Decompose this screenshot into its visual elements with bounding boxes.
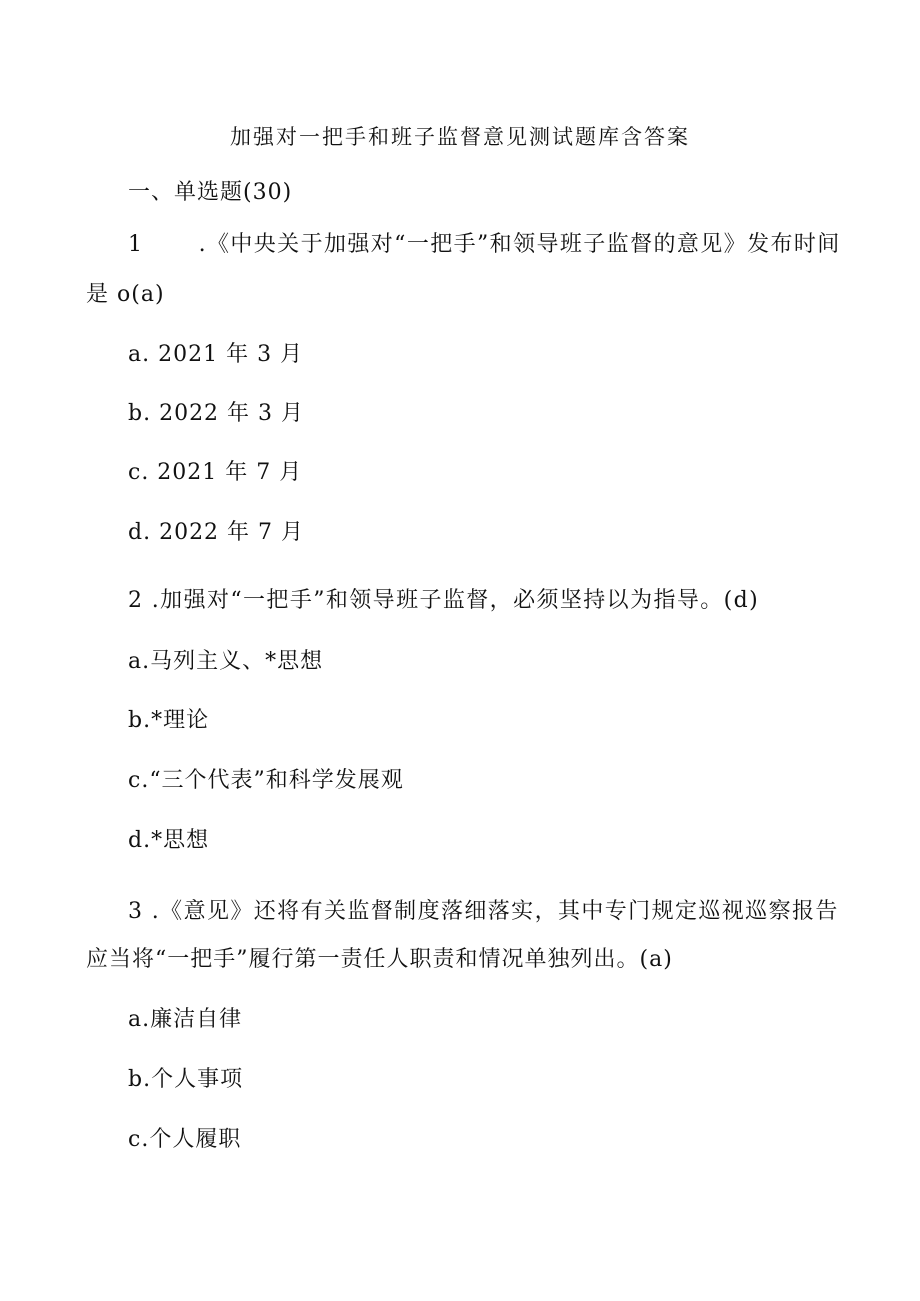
question-2-option-a: a.马列主义、*思想 — [128, 649, 324, 674]
question-3-option-c: c.个人履职 — [128, 1127, 242, 1152]
question-2-option-b: b.*理论 — [128, 708, 210, 733]
question-2-option-d: d.*思想 — [128, 828, 210, 853]
question-2-option-c: c.“三个代表”和科学发展观 — [128, 768, 404, 793]
document-title: 加强对一把手和班子监督意见测试题库含答案 — [230, 125, 690, 149]
question-3-text-line-1: 3 .《意见》还将有关监督制度落细落实，其中专门规定巡视巡察报告 — [128, 899, 839, 924]
question-1-text-line-1: 1 .《中央关于加强对“一把手”和领导班子监督的意见》发布时间 — [128, 232, 841, 257]
section-heading: 一、单选题(30) — [128, 180, 293, 205]
question-1-option-c: c. 2021 年 7 月 — [128, 460, 303, 485]
question-3-option-b: b.个人事项 — [128, 1067, 244, 1092]
question-2-text-line-1: 2 .加强对“一把手”和领导班子监督，必须坚持以为指导。(d) — [128, 588, 760, 613]
question-3-text-line-2: 应当将“一把手”履行第一责任人职责和情况单独列出。(a) — [86, 947, 673, 972]
question-1-text-line-2: 是 o(a) — [86, 282, 165, 307]
question-3-option-a: a.廉洁自律 — [128, 1007, 243, 1032]
question-1-option-a: a. 2021 年 3 月 — [128, 342, 304, 367]
question-1-option-b: b. 2022 年 3 月 — [128, 401, 305, 426]
question-1-option-d: d. 2022 年 7 月 — [128, 520, 305, 545]
